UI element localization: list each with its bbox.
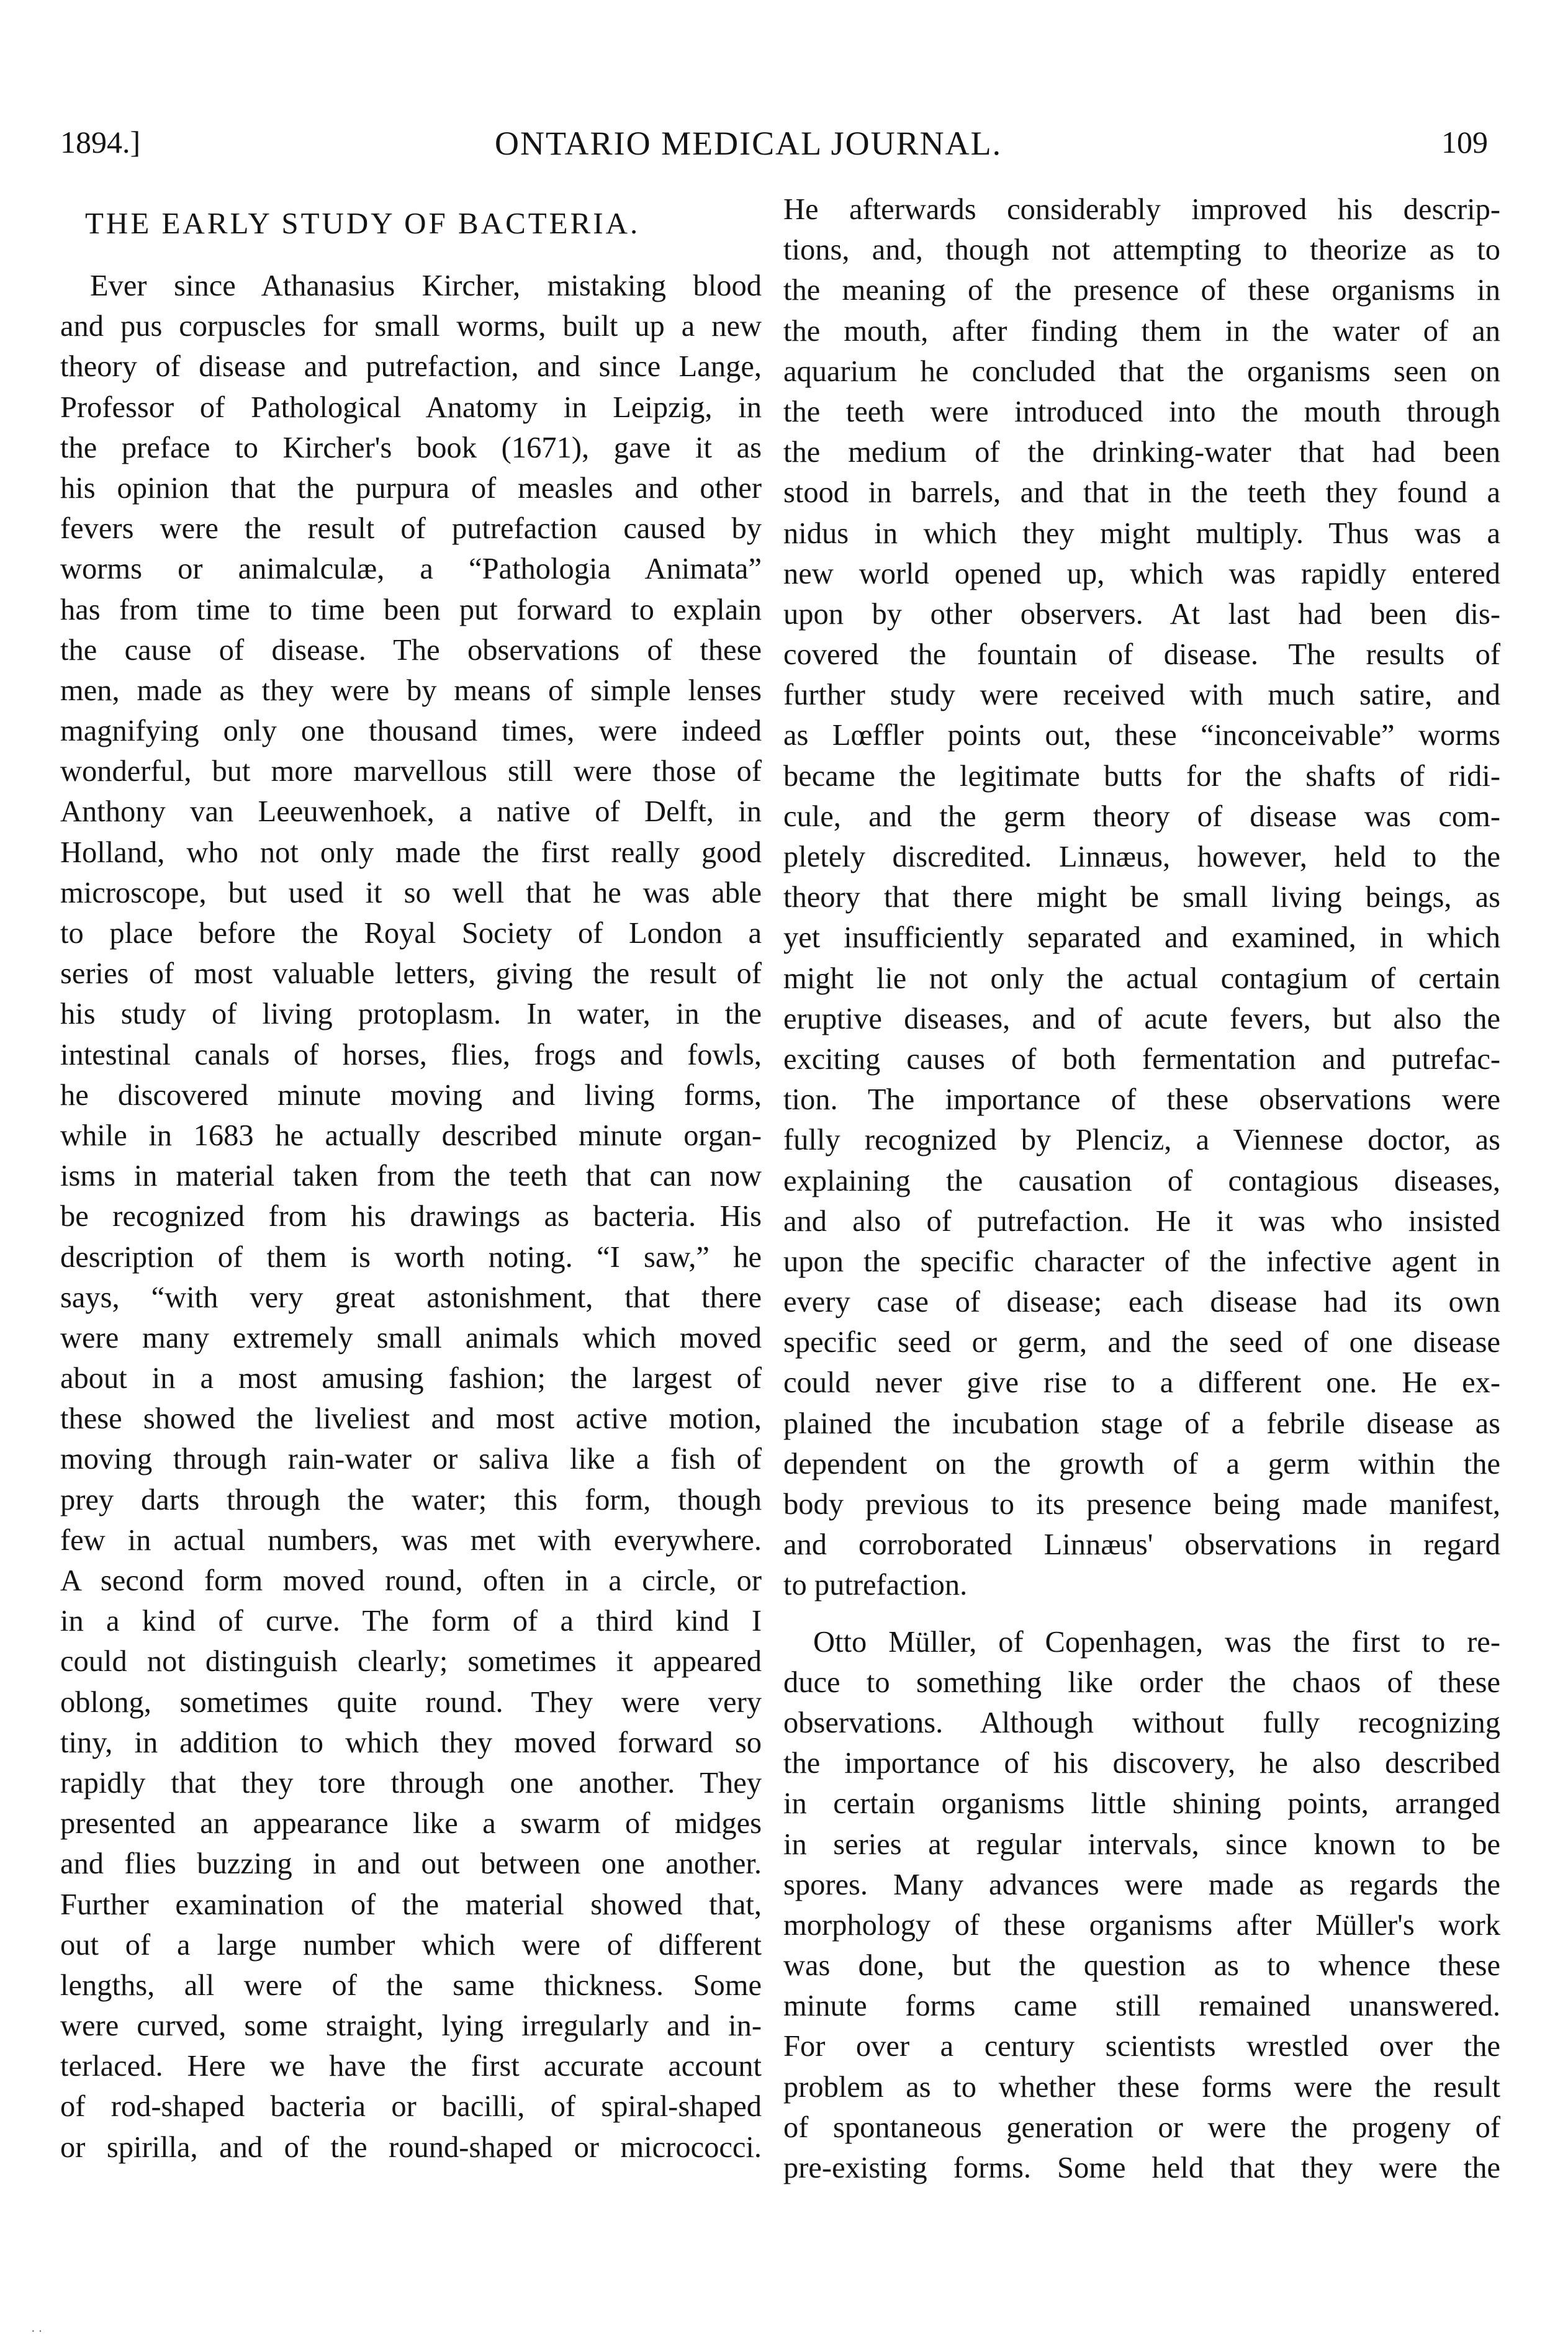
- text-line: these showed the liveliest and most active motion,: [60, 1402, 762, 1436]
- text-line: lengths, all were of the same thickness. Some: [60, 1968, 762, 2002]
- text-line: spores. Many advances were made as regards the: [783, 1868, 1500, 1901]
- text-line: upon by other observers. At last had been dis-: [783, 597, 1500, 631]
- text-line: minute forms came still remained unanswered.: [783, 1989, 1500, 2023]
- text-line: duce to something like order the chaos of these: [783, 1665, 1500, 1699]
- text-line: the meaning of the presence of these organisms in: [783, 274, 1500, 307]
- text-line: and also of putrefaction. He it was who insisted: [783, 1204, 1500, 1238]
- text-line: oblong, sometimes quite round. They were very: [60, 1685, 762, 1719]
- text-line: problem as to whether these forms were the result: [783, 2070, 1500, 2104]
- text-line: dependent on the growth of a germ within the: [783, 1447, 1500, 1480]
- text-line: theory of disease and putrefaction, and since Lange,: [60, 350, 762, 384]
- text-line: about in a most amusing fashion; the largest of: [60, 1362, 762, 1395]
- text-line: and corroborated Linnæus' observations in regard: [783, 1528, 1500, 1562]
- text-line: pletely discredited. Linnæus, however, held to the: [783, 840, 1500, 873]
- text-line: of rod-shaped bacteria or bacilli, of spiral-shaped: [60, 2090, 762, 2124]
- text-line: intestinal canals of horses, flies, frogs and fowls,: [60, 1038, 762, 1071]
- text-line: prey darts through the water; this form, though: [60, 1483, 762, 1516]
- article-title: THE EARLY STUDY OF BACTERIA.: [85, 206, 641, 240]
- text-line: his study of living protoplasm. In water, in the: [60, 998, 762, 1031]
- paragraph-gap: [783, 1606, 1500, 1622]
- text-line: tion. The importance of these observations were: [783, 1083, 1500, 1117]
- text-line: men, made as they were by means of simple lenses: [60, 673, 762, 707]
- text-line: out of a large number which were of different: [60, 1928, 762, 1962]
- text-line: wonderful, but more marvellous still were those of: [60, 755, 762, 788]
- text-line: A second form moved round, often in a circle, or: [60, 1564, 762, 1597]
- text-line: explaining the causation of contagious diseases,: [783, 1164, 1500, 1197]
- text-line: could not distinguish clearly; sometimes it appeared: [60, 1645, 762, 1678]
- text-line: be recognized from his drawings as bacteria. His: [60, 1200, 762, 1233]
- text-line: in a kind of curve. The form of a third kind I: [60, 1605, 762, 1638]
- text-line: microscope, but used it so well that he was able: [60, 876, 762, 909]
- text-line: fully recognized by Plenciz, a Viennese doctor, as: [783, 1124, 1500, 1157]
- text-line: rapidly that they tore through one another. They: [60, 1766, 762, 1800]
- running-head: [60, 124, 1488, 168]
- text-line: isms in material taken from the teeth that can now: [60, 1160, 762, 1193]
- text-line: upon the specific character of the infective agent in: [783, 1245, 1500, 1278]
- text-line: Anthony van Leeuwenhoek, a native of Delft, in: [60, 795, 762, 829]
- text-line: morphology of these organisms after Müller's work: [783, 1908, 1500, 1942]
- text-line: tiny, in addition to which they moved forward so: [60, 1726, 762, 1759]
- text-line: the importance of his discovery, he also described: [783, 1747, 1500, 1780]
- text-line: and pus corpuscles for small worms, built up a new: [60, 310, 762, 343]
- text-line: specific seed or germ, and the seed of one disease: [783, 1326, 1500, 1359]
- text-line: could never give rise to a different one. He ex-: [783, 1366, 1500, 1400]
- text-line: to place before the Royal Society of London a: [60, 917, 762, 950]
- text-line: Holland, who not only made the first really good: [60, 836, 762, 869]
- running-head-journal-title: ONTARIO MEDICAL JOURNAL.: [495, 125, 1003, 162]
- text-line: moving through rain-water or saliva like a fish of: [60, 1443, 762, 1476]
- text-line: the medium of the drinking-water that had been: [783, 436, 1500, 469]
- text-line: worms or animalculæ, a “Pathologia Animata”: [60, 552, 762, 586]
- text-line: He afterwards considerably improved his descrip-: [783, 193, 1500, 226]
- text-line: aquarium he concluded that the organisms seen on: [783, 354, 1500, 388]
- text-line: the preface to Kircher's book (1671), gave it as: [60, 431, 762, 464]
- text-line: Ever since Athanasius Kircher, mistaking blood: [90, 269, 762, 302]
- text-line: he discovered minute moving and living forms,: [60, 1078, 762, 1112]
- text-line: were many extremely small animals which moved: [60, 1321, 762, 1354]
- text-line: every case of disease; each disease had its own: [783, 1286, 1500, 1319]
- text-line: observations. Although without fully recognizing: [783, 1706, 1500, 1739]
- text-line: his opinion that the purpura of measles and other: [60, 471, 762, 505]
- text-line: exciting causes of both fermentation and putrefac-: [783, 1042, 1500, 1076]
- text-line: the teeth were introduced into the mouth through: [783, 395, 1500, 428]
- text-line: became the legitimate butts for the shafts of ridi-: [783, 759, 1500, 793]
- text-line: pre-existing forms. Some held that they were the: [783, 2151, 1500, 2184]
- text-line: Otto Müller, of Copenhagen, was the first to re-: [813, 1625, 1500, 1659]
- text-line: or spirilla, and of the round-shaped or micrococci.: [60, 2130, 762, 2164]
- text-line: stood in barrels, and that in the teeth they found a: [783, 476, 1500, 510]
- text-line: were curved, some straight, lying irregularly and in-: [60, 2009, 762, 2043]
- left-column-text: [60, 266, 762, 2168]
- right-column-paragraph-1: [783, 189, 1500, 1606]
- left-column: [60, 186, 762, 2168]
- text-line: description of them is worth noting. “I saw,” he: [60, 1240, 762, 1274]
- text-line: covered the fountain of disease. The results of: [783, 638, 1500, 672]
- right-column-paragraph-2: [783, 1622, 1500, 2189]
- text-line: presented an appearance like a swarm of midges: [60, 1807, 762, 1840]
- text-line: series of most valuable letters, giving the result of: [60, 957, 762, 991]
- text-line: few in actual numbers, was met with everywhere.: [60, 1523, 762, 1557]
- text-line: eruptive diseases, and of acute fevers, but also the: [783, 1002, 1500, 1035]
- text-line: new world opened up, which was rapidly entered: [783, 557, 1500, 590]
- text-line: magnifying only one thousand times, were indeed: [60, 714, 762, 748]
- text-line: terlaced. Here we have the first accurate account: [60, 2050, 762, 2083]
- text-line: Professor of Pathological Anatomy in Leipzig, in: [60, 390, 762, 424]
- text-line: of spontaneous generation or were the progeny of: [783, 2110, 1500, 2144]
- text-line: might lie not only the actual contagium of certain: [783, 962, 1500, 995]
- text-line: fevers were the result of putrefaction caused by: [60, 512, 762, 546]
- text-line: as Lœffler points out, these “inconceivable” worms: [783, 719, 1500, 752]
- text-line: while in 1683 he actually described minute organ-: [60, 1119, 762, 1152]
- text-line: in series at regular intervals, since known to be: [783, 1827, 1500, 1861]
- text-line: further study were received with much satire, and: [783, 678, 1500, 712]
- text-line: was done, but the question as to whence these: [783, 1949, 1500, 1983]
- text-line: cule, and the germ theory of disease was com-: [783, 800, 1500, 833]
- text-line: nidus in which they might multiply. Thus was a: [783, 516, 1500, 550]
- text-line: tions, and, though not attempting to theorize as to: [783, 233, 1500, 267]
- right-column: [783, 189, 1500, 2188]
- text-line: body previous to its presence being made manifest,: [783, 1488, 1500, 1521]
- text-line: theory that there might be small living beings, as: [783, 881, 1500, 914]
- text-line: in certain organisms little shining points, arranged: [783, 1787, 1500, 1821]
- scan-speck: · ·: [31, 2325, 43, 2338]
- text-line: has from time to time been put forward to explain: [60, 593, 762, 626]
- text-line: the cause of disease. The observations of these: [60, 633, 762, 667]
- text-line: to putrefaction.: [783, 1569, 968, 1602]
- text-line: yet insufficiently separated and examined, in which: [783, 921, 1500, 955]
- text-line: the mouth, after finding them in the water of an: [783, 314, 1500, 348]
- text-line: For over a century scientists wrestled over the: [783, 2030, 1500, 2063]
- running-head-year: 1894.]: [60, 125, 141, 160]
- text-line: Further examination of the material showed that,: [60, 1888, 762, 1921]
- text-line: plained the incubation stage of a febrile disease as: [783, 1407, 1500, 1440]
- text-line: says, “with very great astonishment, that there: [60, 1281, 762, 1314]
- page-number: 109: [1441, 125, 1488, 160]
- text-line: and flies buzzing in and out between one another.: [60, 1847, 762, 1881]
